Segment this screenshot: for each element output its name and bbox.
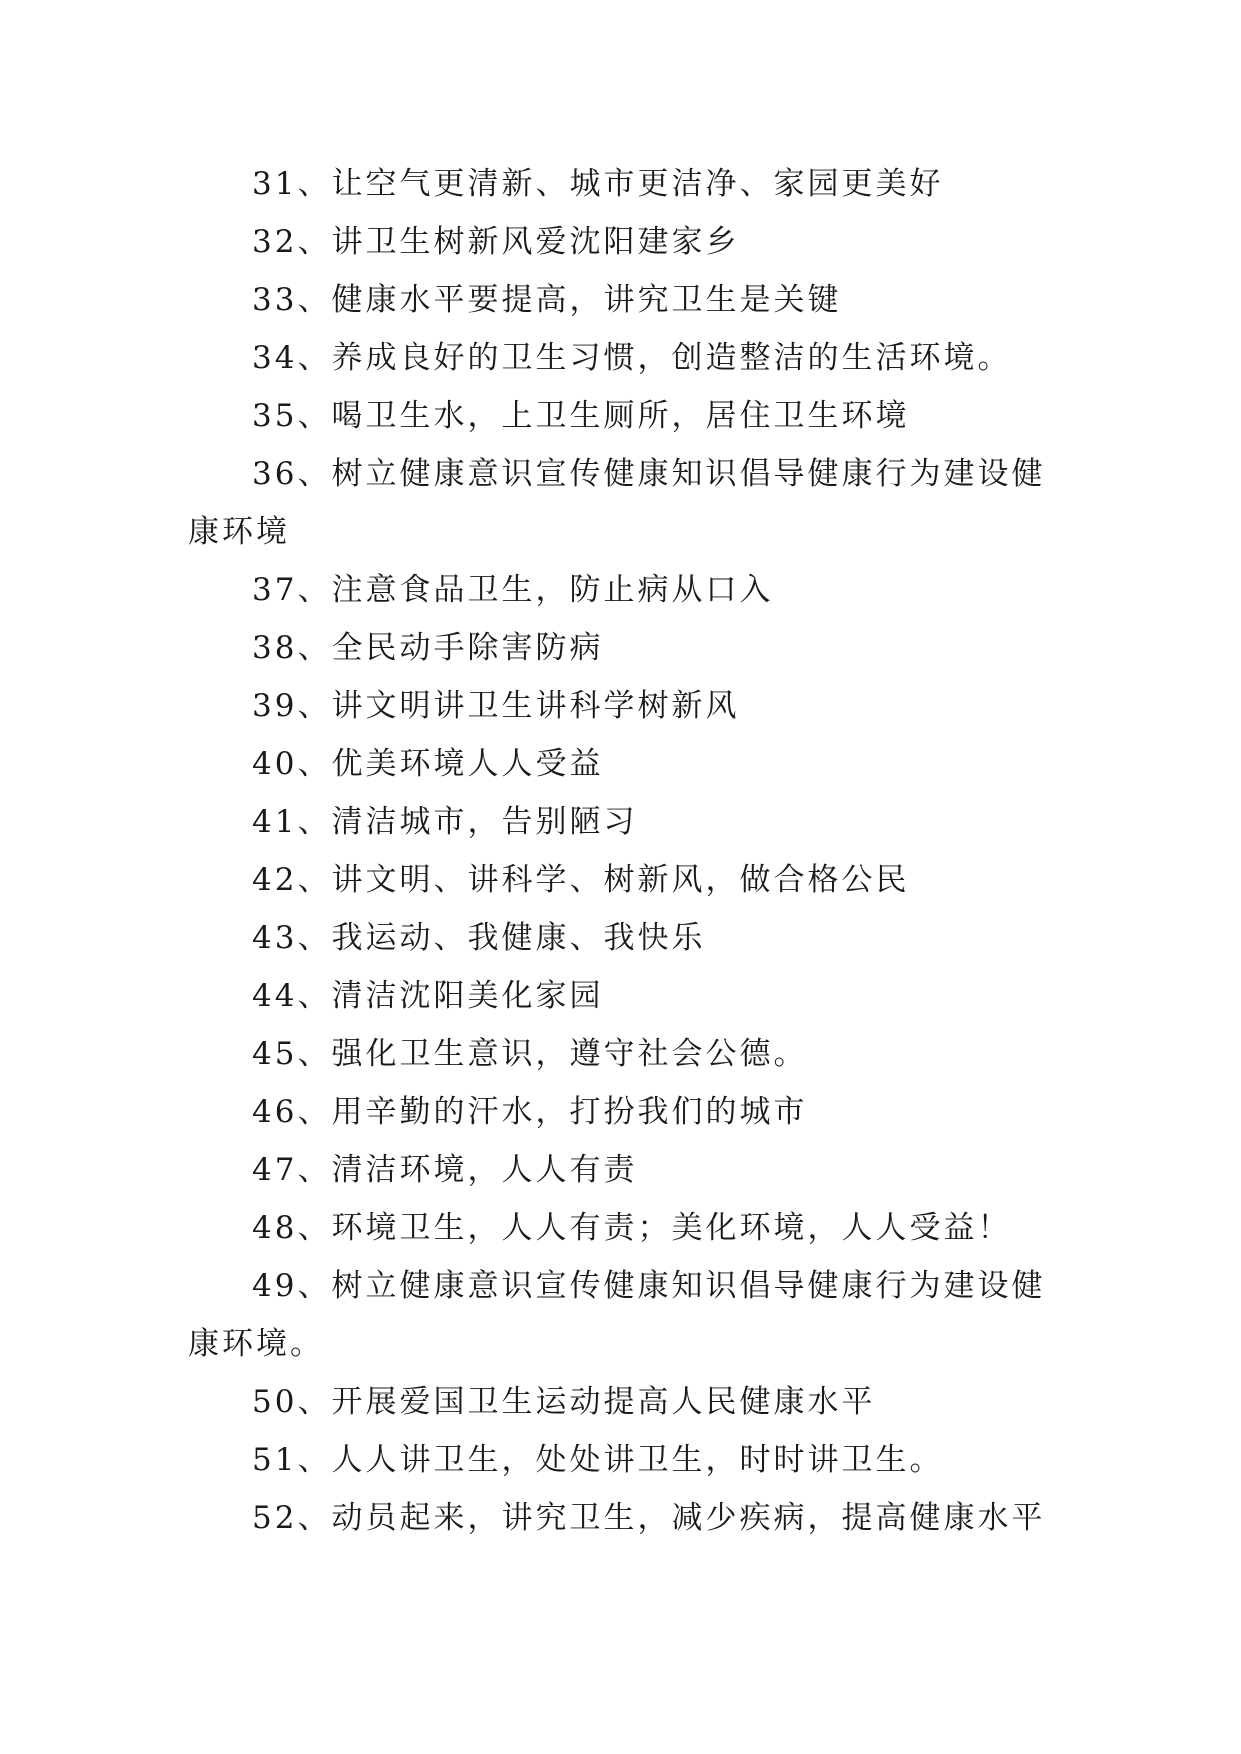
list-item: 43、我运动、我健康、我快乐 — [252, 920, 706, 956]
list-item: 45、强化卫生意识，遵守社会公德。 — [252, 1036, 808, 1072]
list-item: 31、让空气更清新、城市更洁净、家园更美好 — [252, 166, 944, 202]
list-item: 34、养成良好的卫生习惯，创造整洁的生活环境。 — [252, 340, 1012, 376]
list-item: 44、清洁沈阳美化家园 — [252, 978, 604, 1014]
list-item: 35、喝卫生水，上卫生厕所，居住卫生环境 — [252, 398, 910, 434]
list-item: 33、健康水平要提高，讲究卫生是关键 — [252, 282, 842, 318]
list-item: 42、讲文明、讲科学、树新风，做合格公民 — [252, 862, 910, 898]
list-item: 40、优美环境人人受益 — [252, 746, 604, 782]
slogan-list — [188, 155, 1068, 1547]
list-item: 41、清洁城市，告别陋习 — [252, 804, 638, 840]
list-item: 52、动员起来，讲究卫生，减少疾病，提高健康水平 — [252, 1500, 1046, 1536]
list-item: 37、注意食品卫生，防止病从口入 — [252, 572, 774, 608]
list-item: 47、清洁环境，人人有责 — [252, 1152, 638, 1188]
list-item: 49、树立健康意识宣传健康知识倡导健康行为建设健康环境。 — [188, 1268, 1046, 1362]
list-item: 50、开展爱国卫生运动提高人民健康水平 — [252, 1384, 876, 1420]
list-item: 46、用辛勤的汗水，打扮我们的城市 — [252, 1094, 808, 1130]
list-item: 36、树立健康意识宣传健康知识倡导健康行为建设健康环境 — [188, 456, 1046, 550]
list-item: 51、人人讲卫生，处处讲卫生，时时讲卫生。 — [252, 1442, 944, 1478]
list-item: 48、环境卫生，人人有责；美化环境，人人受益！ — [252, 1210, 1012, 1246]
list-item: 32、讲卫生树新风爱沈阳建家乡 — [252, 224, 740, 260]
list-item: 39、讲文明讲卫生讲科学树新风 — [252, 688, 740, 724]
list-item: 38、全民动手除害防病 — [252, 630, 604, 666]
